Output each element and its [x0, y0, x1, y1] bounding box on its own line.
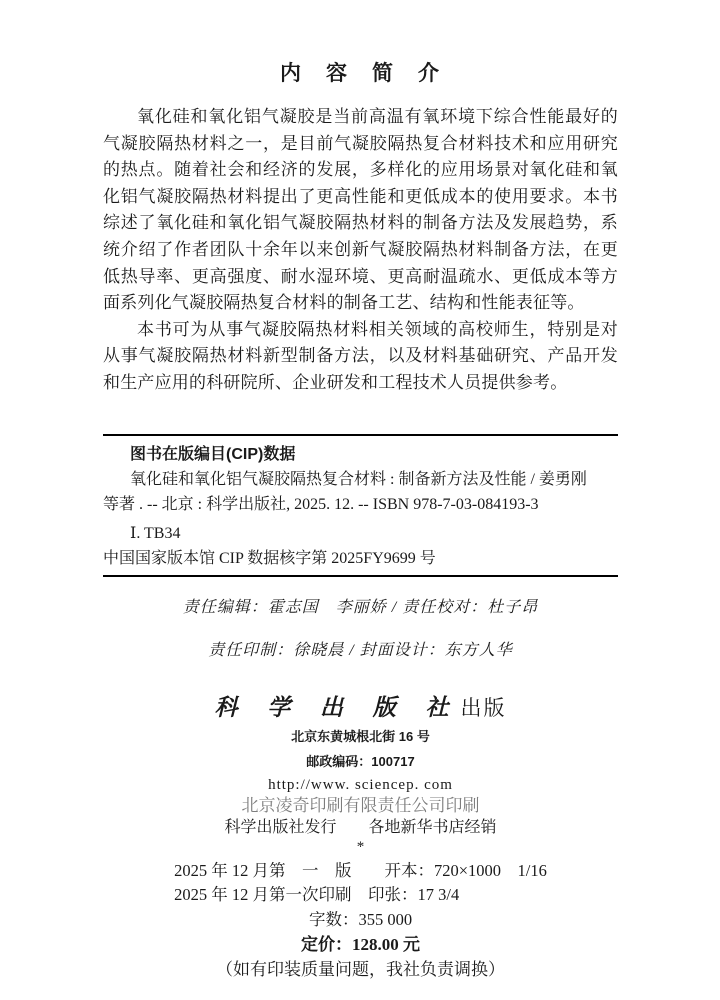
cip-classification: Ⅰ. TB34: [130, 524, 181, 542]
edition-line-1: 2025 年 12 月第 一 版 开本：720×1000 1/16: [174, 860, 547, 880]
price: 定价：128.00 元: [301, 935, 420, 955]
intro-paragraph-1: 氧化硅和氧化铝气凝胶是当前高温有氧环境下综合性能最好的气凝胶隔热材料之一，是目前气凝胶隔热复合材料技术和应用研究的热点。随着社会和经济的发展，多样化的应用场景对氧化硅和氧化铝气凝胶隔热材料提出了更高性能和更低成本的使用要求。本书综述了氧化硅和氧化铝气凝胶隔热材料的制备方法及发展趋势，系统介绍了作者团队十余年以来创新气凝胶隔热材料制备方法，在更低热导率、更高强度、耐水湿环境、更高耐温疏水、更低成本等方面系列化气凝胶隔热复合材料的制备工艺、结构和性能表征等。: [103, 107, 618, 313]
print-design-credits-line: 责任印制：徐晓晨 / 封面设计：东方人华: [208, 641, 513, 659]
distribution-line: 科学出版社发行 各地新华书店经销: [224, 818, 497, 836]
page-title: 内 容 简 介: [280, 62, 441, 85]
cip-record-line-1: 氧化硅和氧化铝气凝胶隔热复合材料 : 制备新方法及性能 / 姜勇刚: [130, 470, 587, 488]
cip-record-line-2: 等著 . -- 北京 : 科学出版社, 2025. 12. -- ISBN 978-7-03-084193-3: [103, 495, 539, 513]
quality-exchange-note: （如有印装质量问题，我社负责调换）: [216, 960, 505, 980]
printer-name: 北京凌奇印刷有限责任公司印刷: [241, 795, 480, 815]
word-count: 字数：355 000: [308, 909, 413, 929]
publisher-logo-suffix: 出版: [460, 695, 507, 720]
cip-heading: 图书在版编目(CIP)数据: [130, 445, 296, 463]
cip-data-block: [103, 434, 618, 577]
publisher-logo-text: 科 学 出 版 社: [214, 694, 461, 720]
publisher-website: http://www. sciencep. com: [268, 776, 453, 793]
section-separator-star: *: [356, 838, 365, 855]
publisher-postcode: 邮政编码：100717: [306, 753, 415, 769]
edition-info-block: [174, 859, 547, 908]
intro-paragraph-2: 本书可为从事气凝胶隔热材料相关领域的高校师生，特别是对从事气凝胶隔热材料新型制备方法，以及材料基础研究、产品开发和生产应用的科研院所、企业研发和工程技术人员提供参考。: [103, 319, 618, 392]
publisher-address: 北京东黄城根北街 16 号: [291, 728, 430, 744]
publisher-imprint: [103, 693, 618, 726]
cip-registry-number: 中国国家版本馆 CIP 数据核字第 2025FY9699 号: [103, 549, 436, 567]
editor-credits-line: 责任编辑：霍志国 李丽娇 / 责任校对：杜子昂: [182, 598, 539, 616]
edition-line-2: 2025 年 12 月第一次印刷 印张：17 3/4: [174, 885, 460, 905]
